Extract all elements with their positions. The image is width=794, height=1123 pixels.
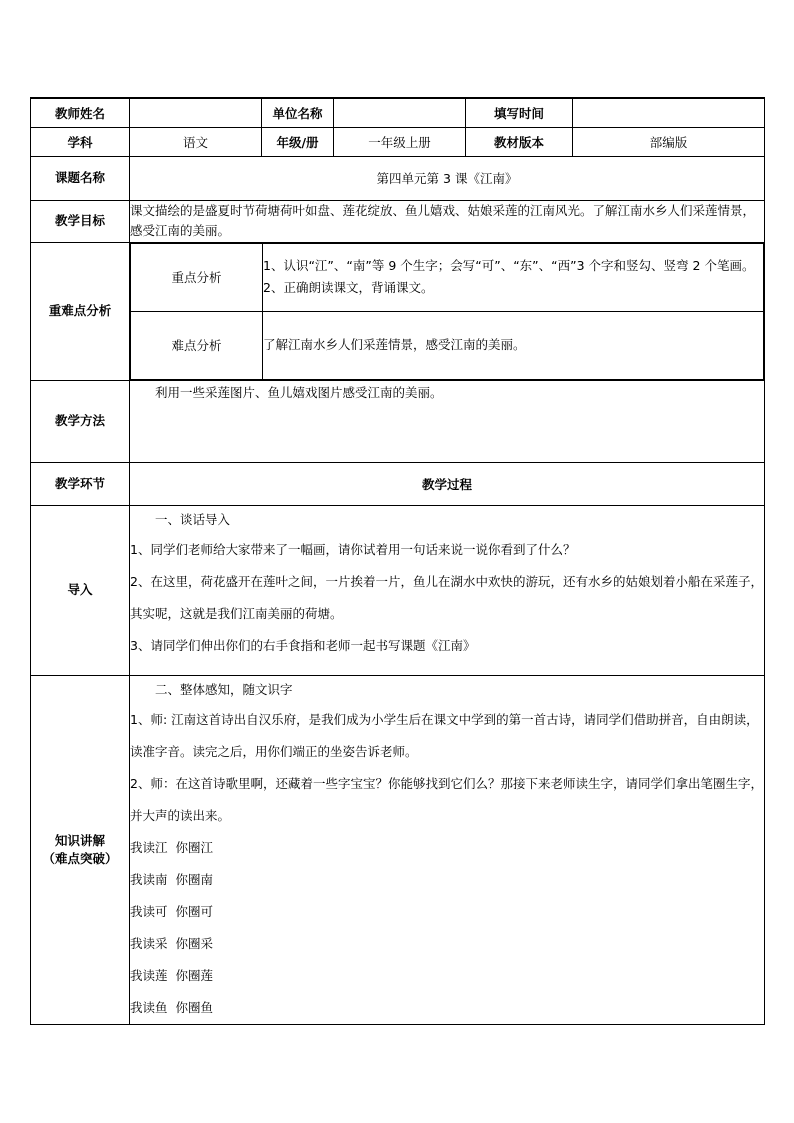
- teaching-method-row: [31, 380, 765, 462]
- difficulty-text: 了解江南水乡人们采莲情景，感受江南的美丽。: [263, 311, 764, 379]
- teacher-name-field[interactable]: [130, 98, 262, 127]
- knowledge-label-line-2: （难点突破）: [42, 850, 118, 866]
- teaching-goal-label: 教学目标: [31, 200, 130, 242]
- teaching-goal-row: [31, 200, 765, 242]
- key-points-label: 重点分析: [131, 243, 263, 311]
- lesson-plan-table: [30, 97, 765, 1025]
- key-points-text: [263, 243, 764, 311]
- intro-label: 导入: [31, 505, 130, 675]
- read-circle-line: 我读鱼 你圈鱼: [130, 999, 213, 1015]
- teaching-method-text: 利用一些采莲图片、鱼儿嬉戏图片感受江南的美丽。: [130, 380, 765, 462]
- process-header-row: [31, 462, 765, 505]
- intro-paragraph-3: 3、请同学们伸出你们的右手食指和老师一起书写课题《江南》: [130, 637, 476, 653]
- intro-heading: 一、谈话导入: [155, 511, 231, 527]
- knowledge-heading: 二、整体感知，随文识字: [155, 681, 293, 697]
- knowledge-paragraph-1: 1、师: 江南这首诗出自汉乐府，是我们成为小学生后在课文中学到的第一首古诗，请同学们借助拼音，自由朗读，读准字音。读完之后，用你们端正的坐姿告诉老师。: [130, 711, 759, 759]
- intro-paragraph-1: 1、同学们老师给大家带来了一幅画，请你试着用一句话来说一说你看到了什么？: [130, 541, 576, 557]
- knowledge-row: [31, 675, 765, 1024]
- key-points-row: [131, 243, 764, 311]
- lesson-title-label: 课题名称: [31, 156, 130, 200]
- analysis-row: [31, 242, 765, 380]
- subject-label: 学科: [31, 127, 130, 156]
- key-points-line-2: 2、正确朗读课文，背诵课文。: [263, 280, 434, 295]
- knowledge-label: [31, 675, 130, 1024]
- analysis-label: 重难点分析: [31, 242, 130, 380]
- lesson-title-value: 第四单元第 3 课《江南》: [130, 156, 765, 200]
- read-circle-line: 我读南 你圈南: [130, 871, 213, 887]
- knowledge-label-line-1: 知识讲解: [54, 832, 105, 848]
- difficulty-label: 难点分析: [131, 311, 263, 379]
- intro-content: [130, 505, 765, 675]
- teaching-process-label: 教学过程: [130, 462, 765, 505]
- grade-value: 一年级上册: [334, 127, 466, 156]
- teacher-name-label: 教师姓名: [31, 98, 130, 127]
- textbook-label: 教材版本: [466, 127, 573, 156]
- teaching-goal-text: 课文描绘的是盛夏时节荷塘荷叶如盘、莲花绽放、鱼儿嬉戏、姑娘采莲的江南风光。了解江南水乡人们采莲情景，感受江南的美丽。: [130, 200, 765, 242]
- header-row-1: [31, 98, 765, 127]
- fill-time-label: 填写时间: [466, 98, 573, 127]
- analysis-cell: [130, 242, 765, 380]
- teaching-method-label: 教学方法: [31, 380, 130, 462]
- textbook-value: 部编版: [573, 127, 765, 156]
- read-circle-line: 我读采 你圈采: [130, 935, 213, 951]
- grade-label: 年级/册: [262, 127, 334, 156]
- intro-paragraph-2: 2、在这里，荷花盛开在莲叶之间，一片挨着一片，鱼儿在湖水中欢快的游玩，还有水乡的姑娘划着小船在采莲子，其实呢，这就是我们江南美丽的荷塘。: [130, 573, 763, 621]
- read-circle-line: 我读可 你圈可: [130, 903, 213, 919]
- analysis-subtable: [130, 243, 764, 380]
- key-points-line-1: 1、认识“江”、“南”等 9 个生字；会写“可”、“东”、“西”3 个字和竖勾、竖弯 2 个笔画。: [263, 258, 755, 273]
- fill-time-field[interactable]: [573, 98, 765, 127]
- unit-name-label: 单位名称: [262, 98, 334, 127]
- intro-row: [31, 505, 765, 675]
- teaching-stage-label: 教学环节: [31, 462, 130, 505]
- lesson-plan-sheet: [30, 97, 764, 1025]
- header-row-2: [31, 127, 765, 156]
- unit-name-field[interactable]: [334, 98, 466, 127]
- subject-value: 语文: [130, 127, 262, 156]
- read-circle-line: 我读莲 你圈莲: [130, 967, 213, 983]
- knowledge-paragraph-2: 2、师：在这首诗歌里啊，还藏着一些字宝宝？你能够找到它们么？那接下来老师读生字，请同学们拿出笔圈生字，并大声的读出来。: [130, 775, 763, 823]
- read-circle-line: 我读江 你圈江: [130, 839, 213, 855]
- lesson-title-row: [31, 156, 765, 200]
- knowledge-content: [130, 675, 765, 1024]
- difficulty-row: [131, 311, 764, 379]
